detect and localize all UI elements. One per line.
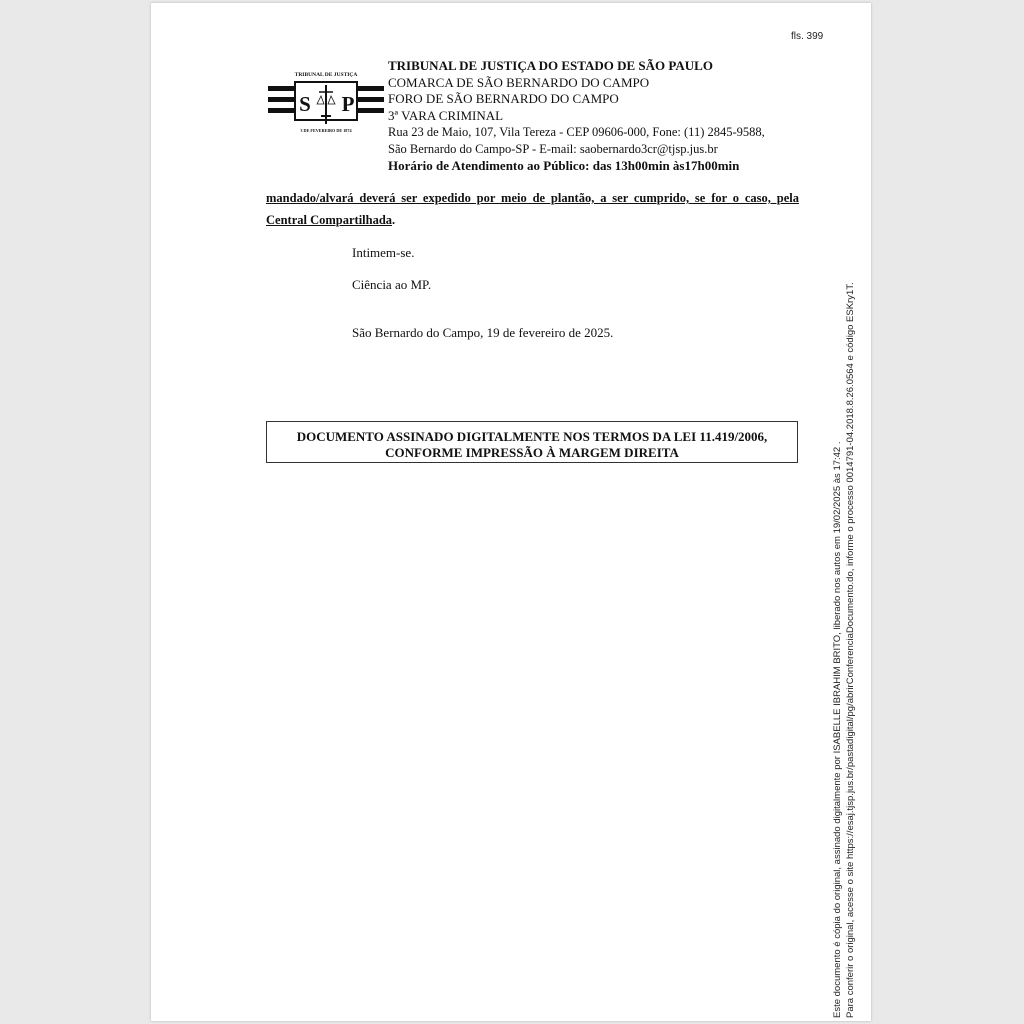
date-line: São Bernardo do Campo, 19 de fevereiro de 2025.	[352, 325, 614, 340]
margin-note-line-2: Para conferir o original, acesse o site https://esaj.tjsp.jus.br/pastadigital/pg/abrirConferenciaDocumento.do, informe o processo 0014791-04.2018.8.26.0564 e código ESKry1T.	[845, 282, 856, 1018]
central-compartilhada-text: Central Compartilhada	[266, 213, 393, 227]
paragraph-line-2	[266, 209, 799, 231]
vara-line: 3ª VARA CRIMINAL	[388, 107, 504, 123]
signature-box-line-2: CONFORME IMPRESSÃO À MARGEM DIREITA	[385, 445, 679, 460]
logo-letter-s: S	[299, 92, 311, 116]
public-hours: Horário de Atendimento ao Público: das 13h00min às17h00min	[388, 157, 740, 173]
paragraph-end-period: .	[392, 213, 396, 227]
logo-top-text: TRIBUNAL DE JUSTIÇA	[294, 72, 358, 78]
decision-paragraph	[266, 187, 799, 231]
page-number: fls. 399	[791, 31, 824, 42]
court-header	[388, 58, 828, 174]
court-name: TRIBUNAL DE JUSTIÇA DO ESTADO DE SÃO PAULO	[388, 58, 713, 73]
document-page	[151, 3, 871, 1021]
side-margin-verification-note	[831, 168, 857, 1018]
intimem-line: Intimem-se.	[352, 245, 415, 260]
paragraph-line-1: mandado/alvará deverá ser expedido por meio de plantão, a ser cumprido, se for o caso, pela	[266, 191, 799, 205]
margin-note-line-1: Este documento é cópia do original, assinado digitalmente por ISABELLE IBRAHIM BRITO, liberado nos autos em 19/02/2025 às 17:42 .	[832, 441, 843, 1018]
address-line-1: Rua 23 de Maio, 107, Vila Tereza - CEP 09606-000, Fone: (11) 2845-9588,	[388, 125, 765, 140]
logo-date-text: 3 DE FEVEREIRO DE 1874	[300, 128, 352, 133]
address-line-2: São Bernardo do Campo-SP - E-mail: saobernardo3cr@tjsp.jus.br	[388, 141, 718, 156]
logo-letter-p: P	[341, 92, 355, 116]
foro-line: FORO DE SÃO BERNARDO DO CAMPO	[388, 91, 619, 107]
comarca-line: COMARCA DE SÃO BERNARDO DO CAMPO	[388, 74, 650, 90]
ciencia-line: Ciência ao MP.	[352, 277, 432, 292]
signature-box-line-1: DOCUMENTO ASSINADO DIGITALMENTE NOS TERMOS DA LEI 11.419/2006,	[296, 429, 768, 444]
tjsp-logo	[268, 52, 384, 138]
digital-signature-box	[266, 421, 798, 463]
